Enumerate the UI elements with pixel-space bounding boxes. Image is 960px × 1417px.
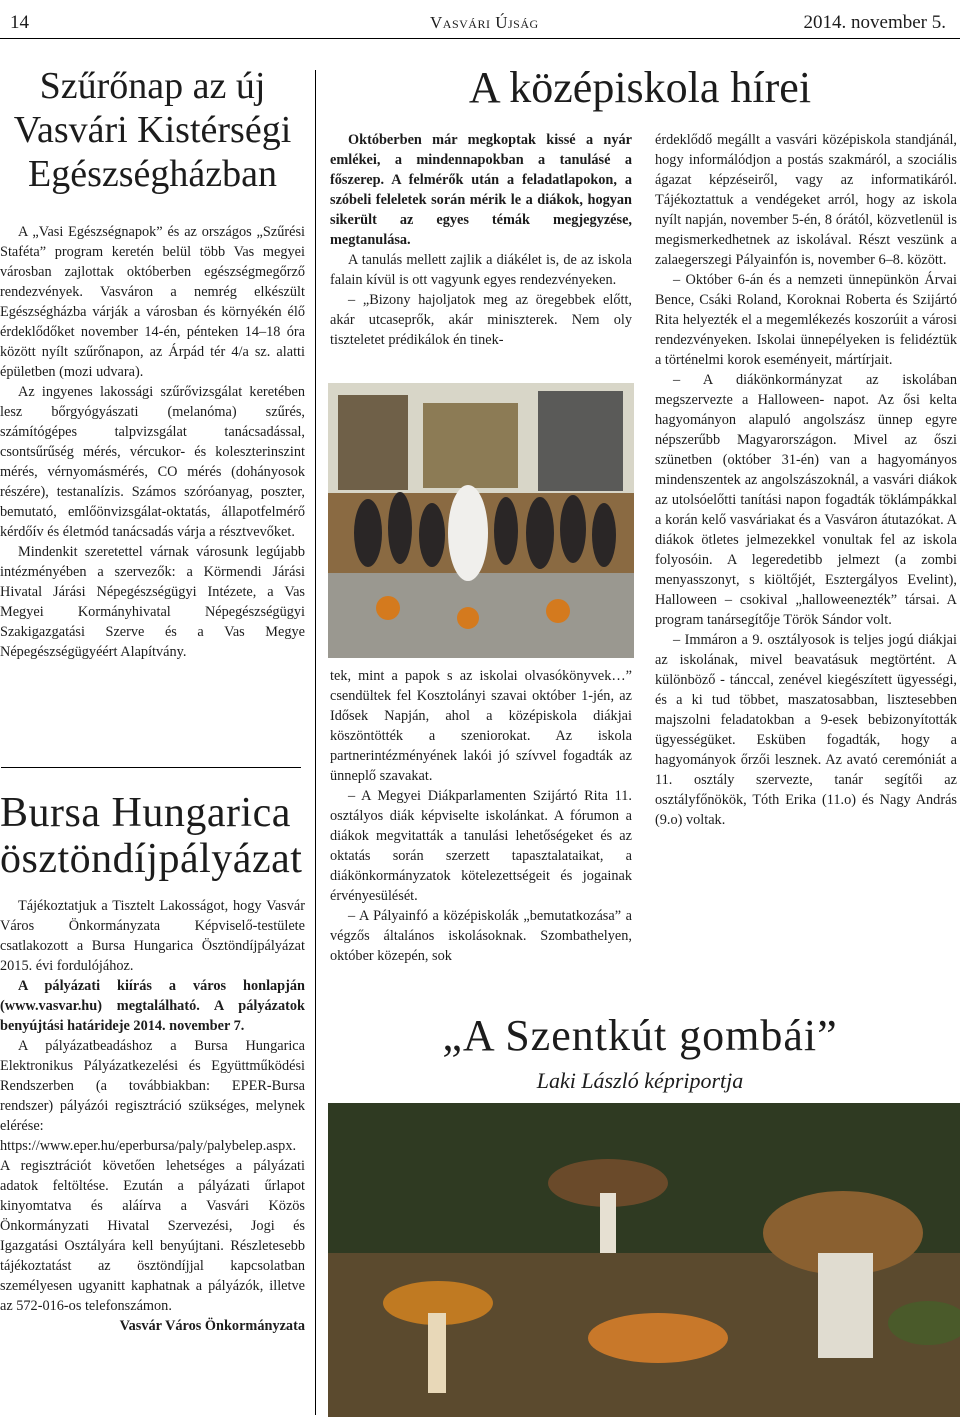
article-body-kozepiskola-col2 [655,130,957,830]
paragraph: A tanulás mellett zajlik a diákélet is, de az iskola falain kívül is ott vagyunk egyes rendezvényeken. [330,252,632,288]
page-number: 14 [10,12,29,33]
publication-name: Vasvári Újság [430,13,539,32]
article-title-szentkut: „A Szentkút gombái” [442,1011,838,1060]
paragraph: – „Bizony hajoljatok meg az öregebbek előtt, akár utcaseprők, akár miniszterek. Nem oly tiszteletet prédikálok én tinek- [330,292,632,348]
paragraph: – A diákönkormányzat az iskolában megszervezte a Halloween- napot. Az ősi kelta hagyományon alapuló angolszász ünnep egyre népszerűbb Magyarországon. Mivel az őszi szünetben (október 31-én) van a hagyományos mindenszentek az angolszászoknál, a vasvári diákok az utolsóelőtti tanítási napon fogadták töklámpákkal a korán kelő vasváriakat és a Vasváron átutazókat. A diákok ötletes jelmezekkel vonultak fel az iskola folyosóin. A legeredetibb jelmezt (a zombi menyasszonyt, s kiöltőjét, Esztergályos Evelint), Halloween – csokival „halloweenezték” társai. A program tanársegítője Török Sándor volt. [655,372,957,628]
column-divider [315,70,316,1415]
paragraph: tek, mint a papok s az iskolai olvasókönyvek…” csendültek fel Kosztolányi szavai október 1-jén, az Idősek Napján, ahol a középiskola diákjai köszöntötték a szeniorokat. Az iskola partnerintézményének lakói jó szívvel fogadták az ünneplő szavakat. [330,668,632,784]
paragraph: – Október 6-án és a nemzeti ünnepünkön Árvai Bence, Csáki Roland, Koroknai Roberta és Szijártó Rita helyezték el a megemlékezés koszorúit a városi rendezvényeken. Iskolai ünnepélyeken is felidéztük a történelmi korok eseményeit, mártírjait. [655,272,957,368]
photo-mushroom-image [328,1103,960,1417]
article-body-szuronap [0,222,305,662]
article-body-kozepiskola-col1 [330,666,632,966]
article-body-bursa [0,896,305,1336]
mushroom-photo [328,1103,960,1417]
paragraph: – A Pályainfó a középiskolák „bemutatkozása” a végzős általános iskolásoknak. Szombathelyen, október közepén, sok [330,908,632,964]
article-divider [1,767,301,768]
photo-halloween-image [328,383,634,658]
article-subtitle-szentkut: Laki László képriportja [536,1068,744,1093]
title-line: Szűrőnap az új [39,65,266,107]
article-title-kozepiskola: A középiskola hírei [468,63,812,112]
paragraph: A „Vasi Egészségnapok” és az országos „Szűrési Staféta” program keretén belül több Vas megyei városban zajlottak októberben egészségmegőrző rendezvények. Vasváron a nemrég elkészült Egészségházba várják a városban és környékén élő érdeklődőket november 14-én, pénteken 14–18 óra között nyílt szűrőnapon, az Árpád tér 4/a sz. alatti épületben (mozi udvara). [0,224,305,380]
paragraph-bold: A pályázati kiírás a város honlapján (www.vasvar.hu) megtalálható. A pályázatok benyújtási határideje 2014. november 7. [0,978,305,1034]
title-line: Egészségházban [28,153,277,195]
header-divider [0,38,960,39]
paragraph: Tájékoztatjuk a Tisztelt Lakosságot, hogy Vasvár Város Önkormányzata Képviselő-testülete csatlakozott a Bursa Hungarica Ösztöndíjpályázat 2015. évi fordulójához. [0,898,305,974]
paragraph: – A Megyei Diákparlamenten Szijártó Rita 11. osztályos diák képviselte iskolánkat. A fórumon a diákok megvitatták a tanulási lehetőségeket és az oktatás során szerzett tapasztalataikat, a diákönkormányzatok kötelezettségeit és jogainak érvényesülését. [330,788,632,904]
article-title-szuronap [0,64,305,196]
issue-date: 2014. november 5. [803,12,946,33]
title-line: ösztöndíjpályázat [0,836,303,882]
paragraph: érdeklődő megállt a vasvári középiskola standjánál, hogy informálódjon a postás szakmáról, a szociális ágazat képzéseiről, vagy az informatikáról. Tájékoztattuk a vendégeket arról, hogy az iskola nyílt napján, november 5-én, 8 órától, közvetlenül is megismerkedhetnek az iskolával. Részt veszünk a zalaegerszegi Pályainfón is, november 6–8. között. [655,132,957,268]
halloween-students-photo [328,383,634,658]
page-header [0,0,960,36]
article-lead-kozepiskola [330,130,632,350]
title-line: Bursa Hungarica [0,790,291,836]
paragraph: A pályázatbeadáshoz a Bursa Hungarica Elektronikus Pályázatkezelési és Együttműködési Rendszerben (a továbbiakban: EPER-Bursa rendszer) pályázói regisztráció szükséges, melynek elérése: https://www.eper.hu/eperbursa/paly/palybelep.aspx. A regisztrációt követően lehetséges a pályázati adatok feltöltése. Ezután a pályázati űrlapot kinyomtatva és aláírva a Vasvári Közös Önkormányzati Hivatal Szervezési, Jogi és Igazgatási Osztályára kell benyújtani. Részletesebb tájékoztatást az ösztöndíjjal kapcsolatban személyesen ugyanitt kaphatnak a pályázók, illetve az 572-016-os telefonszámon. [0,1038,305,1314]
paragraph: – Immáron a 9. osztályosok is teljes jogú diákjai az iskolának, mivel beavatásuk megtörtént. A különböző - tánccal, zenével kiegészített ügyességi, és a ki tud többet, maszatosabban, lisztesebben majszolni feladatokban a 9-esek bebizonyították ügyességüket. Esküben fogadták, hogy a hagyományok őrzői lesznek. Az avató ceremóniát a 11. osztály szervezte, tanár segítői az osztályfőnökök, Tóth Erika (11.o) és Nagy András (9.o) voltak. [655,632,957,828]
signature: Vasvár Város Önkormányzata [119,1318,305,1334]
paragraph: Mindenkit szeretettel várnak városunk legújabb intézményében a szervezők: a Körmendi Járási Hivatal Járási Népegészségügyi Intézete, a Vas Megyei Kormányhivatal Népegészségügyi Szakigazgatási Szerve és a Vas Megye Népegészségügyéért Alapítvány. [0,544,305,660]
paragraph: Az ingyenes lakossági szűrővizsgálat keretében lesz bőrgyógyászati (melanóma) szűrés, számítógépes talpvizsgálat tanácsadással, csontsűrűség mérés, vércukor- és koleszterinszint mérés, vérnyomásmérés, CO mérés (dohányosok részére), testanalízis. Számos szóróanyag, poszter, bemutató, emlőönvizsgálat-oktatás, állapotfelmérő kérdőív és életmód tanácsadás várja a résztvevőket. [0,384,305,540]
article-title-bursa [0,790,305,882]
lead-paragraph: Októberben már megkoptak kissé a nyár emlékei, a mindennapokban a tanulásé a főszerep. A felmérők után a feladatlapokon, a szóbeli feleletek során mérik le a diákok, hogyan sikerült az egyes témák megjegyzése, megtanulása. [330,132,632,248]
title-line: Vasvári Kistérségi [13,109,292,151]
